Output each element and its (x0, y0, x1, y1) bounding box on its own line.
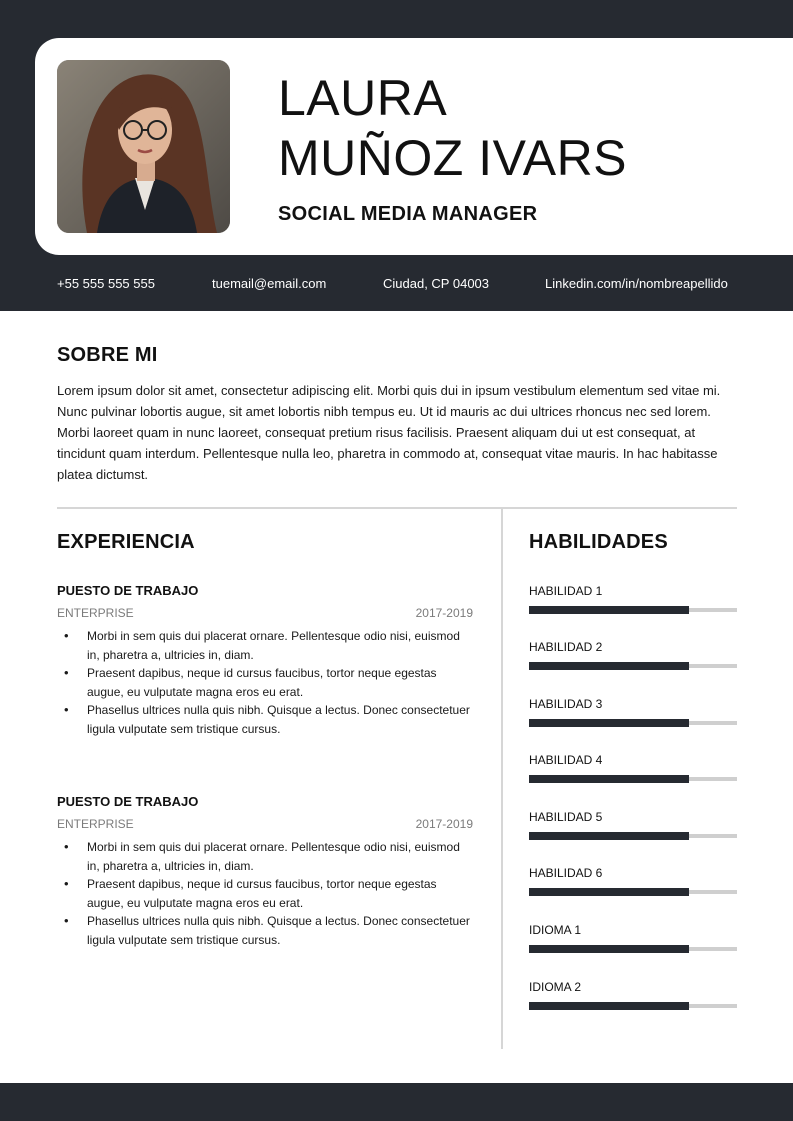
contact-location: Ciudad, CP 04003 (383, 276, 490, 291)
job-company: ENTERPRISE (57, 817, 134, 831)
footer-band (0, 1083, 793, 1121)
skill-item (529, 582, 737, 612)
skill-bar-fill (529, 775, 689, 783)
skill-bar (529, 777, 737, 781)
skill-bar (529, 834, 737, 838)
skill-bar (529, 947, 737, 951)
job-duty: • Praesent dapibus, neque id cursus faucibus, tortor neque egestas augue, eu vulputate magna eros eu erat. (57, 664, 473, 701)
skills-heading: HABILIDADES (529, 531, 668, 553)
skill-bar-fill (529, 945, 689, 953)
skill-item (529, 808, 737, 838)
skill-label: HABILIDAD 6 (529, 866, 603, 880)
skill-bar-fill (529, 832, 689, 840)
about-heading: SOBRE MI (57, 344, 158, 366)
job-duties (57, 838, 473, 950)
skill-label: HABILIDAD 4 (529, 753, 603, 767)
candidate-name (278, 68, 627, 188)
skill-item (529, 695, 737, 725)
skill-label: IDIOMA 1 (529, 923, 582, 937)
skill-bar (529, 890, 737, 894)
skill-bar-fill (529, 662, 689, 670)
job-position: PUESTO DE TRABAJO (57, 794, 199, 809)
skill-label: HABILIDAD 3 (529, 697, 603, 711)
job-duties (57, 627, 473, 739)
job-duty: • Praesent dapibus, neque id cursus faucibus, tortor neque egestas augue, eu vulputate magna eros eu erat. (57, 875, 473, 912)
name-line-2: MUÑOZ IVARS (278, 130, 628, 186)
skill-bar-fill (529, 1002, 689, 1010)
skill-item (529, 638, 737, 668)
experience-heading: EXPERIENCIA (57, 531, 195, 553)
job-company: ENTERPRISE (57, 606, 134, 620)
skill-item (529, 978, 737, 1008)
skill-label: HABILIDAD 5 (529, 810, 603, 824)
skill-item (529, 921, 737, 951)
about-text: Lorem ipsum dolor sit amet, consectetur adipiscing elit. Morbi quis dui in ipsum vestibulum elementum sed vitae mi. Nunc pulvinar lobortis augue, sit amet lobortis nibh tempus eu. Ut id mauris ac dui ultrices rhoncus nec sed lorem. Morbi laoreet quam in nunc laoreet, consequat pretium risus facilisis. Praesent aliquam dui ut est consequat, at tincidunt quam interdum. Pellentesque nulla leo, pharetra in commodo at, consequat vitae mauris. In hac habitasse platea dictumst. (57, 383, 721, 482)
skill-bar (529, 608, 737, 612)
job-position: PUESTO DE TRABAJO (57, 583, 199, 598)
skill-label: HABILIDAD 1 (529, 584, 603, 598)
skill-item (529, 751, 737, 781)
skill-item (529, 864, 737, 894)
job-meta (57, 813, 473, 835)
skill-bar-fill (529, 606, 689, 614)
job-meta (57, 602, 473, 624)
skill-bar (529, 721, 737, 725)
job-duty: • Morbi in sem quis dui placerat ornare. Pellentesque odio nisi, euismod in, pharetra a, ultricies in, diam. (57, 627, 473, 664)
job-entry (57, 580, 473, 739)
job-entry (57, 791, 473, 950)
skill-bar (529, 1004, 737, 1008)
job-duty: • Morbi in sem quis dui placerat ornare. Pellentesque odio nisi, euismod in, pharetra a, ultricies in, diam. (57, 838, 473, 875)
skill-bar-fill (529, 719, 689, 727)
skill-bar (529, 664, 737, 668)
contact-linkedin: Linkedin.com/in/nombreapellido (545, 276, 728, 291)
job-duty: • Phasellus ultrices nulla quis nibh. Quisque a lectus. Donec consectetuer ligula vulputate sem tristique cursus. (57, 701, 473, 738)
section-divider (57, 507, 737, 509)
profile-photo (57, 60, 230, 233)
job-dates: 2017-2019 (415, 817, 473, 831)
column-divider (501, 509, 503, 1049)
skill-label: HABILIDAD 2 (529, 640, 603, 654)
name-line-1: LAURA (278, 70, 448, 126)
job-dates: 2017-2019 (415, 606, 473, 620)
skill-bar-fill (529, 888, 689, 896)
job-duty: • Phasellus ultrices nulla quis nibh. Quisque a lectus. Donec consectetuer ligula vulputate sem tristique cursus. (57, 912, 473, 949)
contact-phone: +55 555 555 555 (57, 276, 155, 291)
skill-label: IDIOMA 2 (529, 980, 582, 994)
contact-email: tuemail@email.com (212, 276, 327, 291)
candidate-title: SOCIAL MEDIA MANAGER (278, 203, 538, 225)
